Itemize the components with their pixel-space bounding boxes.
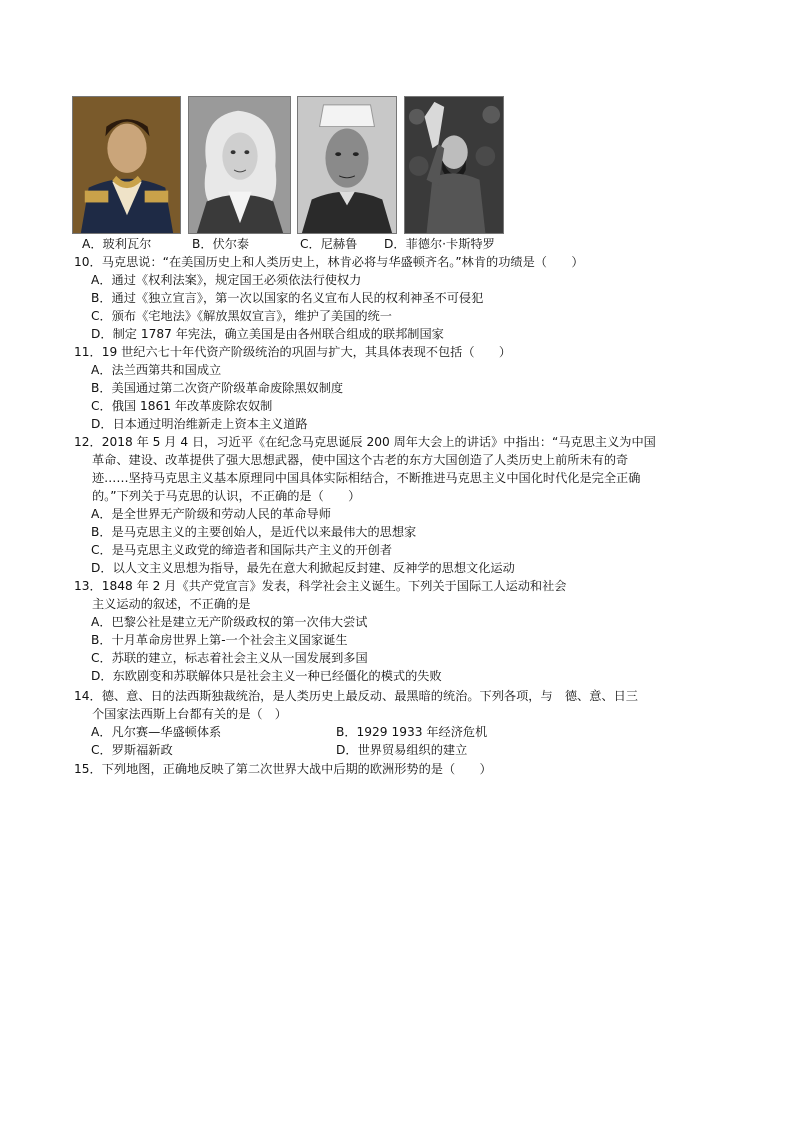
- q11-option-b: B．美国通过第二次资产阶级革命废除黑奴制度: [91, 381, 344, 395]
- q11-option-d: D．日本通过明治维新走上资本主义道路: [91, 417, 308, 431]
- q12-stem-line-4: 的。”下列关于马克思的认识，不正确的是（ ）: [92, 489, 361, 503]
- q14-option-b: B．1929 1933 年经济危机: [336, 725, 488, 739]
- q13-stem-line-2: 主义运动的叙述，不正确的是: [92, 597, 251, 611]
- q10-option-d: D．制定 1787 年宪法，确立美国是由各州联合组成的联邦制国家: [91, 327, 444, 341]
- q13-option-c: C．苏联的建立，标志着社会主义从一国发展到多国: [91, 651, 368, 665]
- q11-option-a: A．法兰西第共和国成立: [91, 363, 222, 377]
- q13-option-b: B．十月革命房世界上第-一个社会主义国家诞生: [91, 633, 348, 647]
- q12-stem-line-1: 12．2018 年 5 月 4 日，习近平《在纪念马克思诞辰 200 周年大会上的讲话》中指出：“马克思主义为中国: [74, 435, 656, 449]
- q10-option-c: C．颁布《宅地法》《解放黑奴宣言》，维护了美国的统一: [91, 309, 392, 323]
- q11-stem: 11．19 世纪六七十年代资产阶级统治的巩固与扩大，其具体表现不包括（ ）: [74, 345, 512, 359]
- q15-stem: 15．下列地图，正确地反映了第二次世界大战中后期的欧洲形势的是（ ）: [74, 762, 492, 776]
- q13-option-a: A．巴黎公社是建立无产阶级政权的第一次伟大尝试: [91, 615, 368, 629]
- portrait-nehru-image: [297, 96, 397, 234]
- q12-option-a: A．是全世界无产阶级和劳动人民的革命导师: [91, 507, 331, 521]
- q10-stem: 10．马克思说：“在美国历史上和人类历史上，林肯必将与华盛顿齐名。”林肯的功绩是（ ）: [74, 255, 584, 269]
- q12-stem-line-2: 革命、建设、改革提供了强大思想武器，使中国这个古老的东方大国创造了人类历史上前所未有的奇: [92, 453, 629, 467]
- q12-option-d: D．以人文主义思想为指导，最先在意大利掀起反封建、反神学的思想文化运动: [91, 561, 515, 575]
- caption-b: B．伏尔泰: [192, 237, 250, 251]
- q11-option-c: C．俄国 1861 年改革废除农奴制: [91, 399, 273, 413]
- caption-c: C．尼赫鲁: [300, 237, 358, 251]
- q12-stem-line-3: 迹……坚持马克思主义基本原理同中国具体实际相结合，不断推进马克思主义中国化时代化是完全正确: [92, 471, 641, 485]
- portrait-voltaire-image: [188, 96, 291, 234]
- portrait-bolivar-image: [72, 96, 181, 234]
- portrait-captions: [82, 236, 542, 254]
- q14-option-c: C．罗斯福新政: [91, 743, 173, 757]
- q13-stem-line-1: 13．1848 年 2 月《共产党宣言》发表，科学社会主义诞生。下列关于国际工人运动和社会: [74, 579, 567, 593]
- q14-option-a: A．凡尔赛—华盛顿体系: [91, 725, 222, 739]
- q14-stem-line-2: 个国家法西斯上台都有关的是（ ）: [92, 707, 287, 721]
- q14-stem-line-1: 14．德、意、日的法西斯独裁统治，是人类历史上最反动、最黑暗的统治。下列各项，与 德、意、日三: [74, 689, 638, 703]
- q12-option-b: B．是马克思主义的主要创始人，是近代以来最伟大的思想家: [91, 525, 417, 539]
- caption-a: A．玻利瓦尔: [82, 237, 152, 251]
- q13-option-d: D．东欧剧变和苏联解体只是社会主义一种已经僵化的模式的失败: [91, 669, 442, 683]
- q12-option-c: C．是马克思主义政党的缔造者和国际共产主义的开创者: [91, 543, 393, 557]
- q14-option-d: D．世界贸易组织的建立: [336, 743, 468, 757]
- portrait-castro-image: [404, 96, 504, 234]
- q10-option-a: A．通过《权利法案》，规定国王必须依法行使权力: [91, 273, 362, 287]
- q10-option-b: B．通过《独立宣言》，第一次以国家的名义宣布人民的权利神圣不可侵犯: [91, 291, 484, 305]
- caption-d: D．菲德尔·卡斯特罗: [384, 237, 495, 251]
